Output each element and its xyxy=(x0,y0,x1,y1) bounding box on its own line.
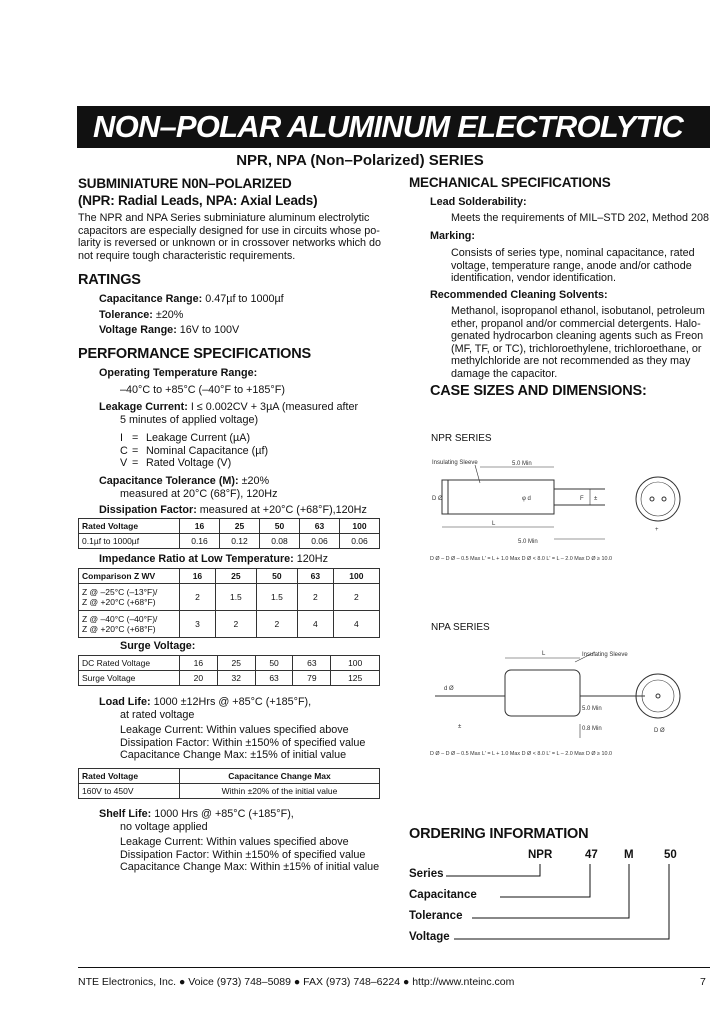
table-cell: Surge Voltage xyxy=(79,671,180,686)
table-cell: 125 xyxy=(331,671,380,686)
leakage-value-cont: 5 minutes of applied voltage) xyxy=(120,414,259,426)
table-cell: Rated Voltage xyxy=(79,519,180,534)
table-cell: 100 xyxy=(340,519,380,534)
table-cell: Rated Voltage xyxy=(79,769,180,784)
load-label: Load Life: xyxy=(99,696,151,708)
text-line: (MF, TF, or TC), trichloroethylene, trichloroethane, or xyxy=(451,342,702,355)
table-cell: 1.5 xyxy=(215,584,256,611)
table-cell: 0.12 xyxy=(220,534,260,549)
page-number: 7 xyxy=(700,976,706,988)
text-line: damage the capacitor. xyxy=(451,367,558,380)
npa-sleeve-label: Insulating Sleeve xyxy=(582,652,628,658)
leakage-label: Leakage Current: xyxy=(99,401,188,413)
rating-label: Tolerance: xyxy=(99,308,153,321)
table-cell: Capacitance Change Max xyxy=(180,769,380,784)
table-cell: 16 xyxy=(180,519,220,534)
legend-eq: = xyxy=(132,444,139,457)
table-row xyxy=(79,784,380,799)
order-code-series: NPR xyxy=(528,849,553,861)
series-title: NPR, NPA (Non–Polarized) SERIES xyxy=(236,152,484,169)
npr-phi-D-label: D Ø xyxy=(432,496,443,502)
table-row xyxy=(79,519,380,534)
shelf-life xyxy=(99,808,294,821)
table-cell: 50 xyxy=(255,656,293,671)
table-cell: 25 xyxy=(217,656,255,671)
npr-dimension-note: D Ø – D Ø – 0.5 Max L' = L + 1.0 Max D Ø < 8.0 L' = L – 2.0 Max D Ø ≥ 10.0 xyxy=(430,556,612,562)
npr-series-label: NPR SERIES xyxy=(431,433,492,444)
npa-series-label: NPA SERIES xyxy=(431,622,490,633)
load-life-details xyxy=(120,724,365,762)
ratings-list xyxy=(99,293,284,337)
table-cell: 50 xyxy=(260,519,300,534)
impedance-table xyxy=(78,568,380,638)
intro-line: The NPR and NPA Series subminiature aluminum electrolytic xyxy=(78,212,370,224)
legend-desc: Leakage Current (µA) xyxy=(146,432,251,444)
table-cell: 0.1µf to 1000µf xyxy=(79,534,180,549)
npa-end-inner xyxy=(642,680,674,712)
cleaning-label: Recommended Cleaning Solvents: xyxy=(430,289,608,301)
table-cell: 2 xyxy=(297,584,333,611)
table-cell: 0.06 xyxy=(300,534,340,549)
cell-line: Z @ –25°C (–13°F)/ xyxy=(82,587,158,597)
cap-tol-value-cont: measured at 20°C (68°F), 120Hz xyxy=(120,488,278,500)
ordering-heading: ORDERING INFORMATION xyxy=(409,826,589,842)
npr-drawing xyxy=(430,455,700,565)
npa-l-label: L xyxy=(542,651,546,657)
marking-text xyxy=(451,247,695,285)
table-cell: 2 xyxy=(180,584,216,611)
table-cell: 16 xyxy=(180,569,216,584)
page-title: NON–POLAR ALUMINUM ELECTROLYTIC xyxy=(77,106,710,148)
surge-label: Surge Voltage: xyxy=(120,640,196,652)
npa-pm-label: ± xyxy=(458,724,462,730)
rating-value: 16V to 100V xyxy=(179,324,240,337)
legend-desc: Rated Voltage (V) xyxy=(146,457,232,470)
order-label-capacitance: Capacitance xyxy=(409,889,477,901)
table-row xyxy=(79,584,380,611)
rating-value: ±20% xyxy=(155,308,184,321)
table-cell: 4 xyxy=(333,611,379,638)
npr-lead-dot xyxy=(662,497,666,501)
op-temp-value: –40°C to +85°C (–40°F to +185°F) xyxy=(120,384,285,396)
shelf-label: Shelf Life: xyxy=(99,808,152,820)
table-cell xyxy=(79,611,180,638)
npr-sleeve-label: Insulating Sleeve xyxy=(432,460,478,466)
rating-label: Capacitance Range: xyxy=(99,293,203,305)
text-line: Consists of series type, nominal capacitance, rated xyxy=(451,247,695,259)
text-line: methylchloride are not recommended as they may xyxy=(451,355,691,368)
legend-symbol: V xyxy=(120,457,128,470)
table-cell: 0.16 xyxy=(180,534,220,549)
cleaning-text xyxy=(451,305,705,381)
npa-drawing xyxy=(430,640,700,760)
capacitance-connector xyxy=(500,864,590,897)
npr-f-label: F xyxy=(580,496,584,502)
shelf-life-details xyxy=(120,836,379,874)
footer-rule xyxy=(78,967,710,968)
leakage-current xyxy=(99,401,358,414)
shelf-value-cont: no voltage applied xyxy=(120,821,208,833)
npa-dimension-note: D Ø – D Ø – 0.5 Max L' = L + 1.0 Max D Ø < 8.0 L' = L – 2.0 Max D Ø ≥ 10.0 xyxy=(430,751,612,757)
impedance-ratio xyxy=(99,553,328,566)
cap-tol-label: Capacitance Tolerance (M): xyxy=(99,475,239,487)
table-cell: 63 xyxy=(297,569,333,584)
table-row xyxy=(79,534,380,549)
table-cell: 3 xyxy=(180,611,216,638)
leakage-legend xyxy=(120,432,268,470)
table-cell: 0.08 xyxy=(260,534,300,549)
impedance-label: Impedance Ratio at Low Temperature: xyxy=(99,553,294,565)
legend-symbol: C xyxy=(120,444,128,457)
npa-min-label-2: 0.8 Min xyxy=(582,726,602,732)
npr-plus-label: + xyxy=(655,527,659,533)
mechanical-heading: MECHANICAL SPECIFICATIONS xyxy=(409,175,611,190)
rating-label: Voltage Range: xyxy=(99,324,177,337)
table-cell: 63 xyxy=(255,671,293,686)
npr-lead-dot xyxy=(650,497,654,501)
intro-paragraph xyxy=(78,212,398,262)
order-label-voltage: Voltage xyxy=(409,931,450,943)
performance-heading: PERFORMANCE SPECIFICATIONS xyxy=(78,346,311,362)
table-cell: 63 xyxy=(300,519,340,534)
order-code-voltage: 50 xyxy=(664,849,677,861)
rating-value: 0.47µf to 1000µf xyxy=(205,293,284,305)
dissipation-factor xyxy=(99,504,367,517)
marking-label: Marking: xyxy=(430,230,475,242)
table-cell: 79 xyxy=(293,671,331,686)
npr-min-label: 5.0 Min xyxy=(512,461,532,467)
table-cell: 16 xyxy=(180,656,218,671)
npa-phi-D-label: D Ø xyxy=(654,728,665,734)
table-row xyxy=(79,611,380,638)
npa-min-label: 5.0 Min xyxy=(582,706,602,712)
detail-line: Capacitance Change Max: ±15% of initial value xyxy=(120,749,347,762)
order-label-series: Series xyxy=(409,868,444,880)
table-cell: 2 xyxy=(333,584,379,611)
cap-tol-value: ±20% xyxy=(241,475,270,487)
text-line: Methanol, isopropanol ethanol, isobutanol, petroleum xyxy=(451,305,705,317)
table-cell: 20 xyxy=(180,671,218,686)
text-line: genated hydrocarbon cleaning agents such as Freon xyxy=(451,330,704,343)
diss-label: Dissipation Factor: xyxy=(99,504,197,516)
subminiature-heading: SUBMINIATURE N0N–POLARIZED xyxy=(78,176,292,191)
load-life xyxy=(99,696,311,709)
order-code-tolerance: M xyxy=(624,849,634,861)
table-row xyxy=(79,671,380,686)
legend-desc: Nominal Capacitance (µf) xyxy=(146,444,269,457)
detail-line: Dissipation Factor: Within ±150% of specified value xyxy=(120,736,366,749)
leads-heading: (NPR: Radial Leads, NPA: Axial Leads) xyxy=(78,193,318,208)
table-row xyxy=(79,769,380,784)
legend-eq: = xyxy=(132,432,139,444)
legend-symbol: I xyxy=(120,432,123,444)
ratings-heading: RATINGS xyxy=(78,272,141,288)
table-row xyxy=(79,569,380,584)
cell-line: Z @ +20°C (+68°F) xyxy=(82,597,156,607)
solderability-label: Lead Solderability: xyxy=(430,196,527,208)
table-cell: 50 xyxy=(256,569,297,584)
npr-end-view xyxy=(636,477,680,521)
npr-min-label-2: 5.0 Min xyxy=(518,539,538,545)
npr-pm-label: ± xyxy=(594,496,598,502)
load-value: 1000 ±12Hrs @ +85°C (+185°F), xyxy=(153,696,312,708)
table-row xyxy=(79,656,380,671)
capacitance-change-table xyxy=(78,768,380,799)
table-cell: 32 xyxy=(217,671,255,686)
table-cell: 0.06 xyxy=(340,534,380,549)
table-cell: 2 xyxy=(256,611,297,638)
dissipation-table xyxy=(78,518,380,549)
table-cell: 25 xyxy=(215,569,256,584)
detail-line: Dissipation Factor: Within ±150% of specified value xyxy=(120,848,366,861)
table-cell xyxy=(79,584,180,611)
detail-line: Leakage Current: Within values specified above xyxy=(120,836,349,848)
npr-body xyxy=(442,480,554,514)
npr-phi-d-label: φ d xyxy=(522,496,531,502)
intro-line: not require tough characteristic requirements. xyxy=(78,249,296,262)
intro-line: larity is reversed or unknown or in crossover networks which do xyxy=(78,237,382,250)
series-connector xyxy=(446,864,540,876)
order-label-tolerance: Tolerance xyxy=(409,910,463,922)
load-value-cont: at rated voltage xyxy=(120,709,195,721)
footer-contact: NTE Electronics, Inc. ● Voice (973) 748–5089 ● FAX (973) 748–6224 ● http://www.nteinc.com xyxy=(78,976,515,988)
detail-line: Leakage Current: Within values specified above xyxy=(120,724,349,736)
table-cell: 25 xyxy=(220,519,260,534)
cell-line: Z @ –40°C (–40°F)/ xyxy=(82,614,158,624)
order-code-capacitance: 47 xyxy=(585,849,598,861)
table-cell: Comparison Z WV xyxy=(79,569,180,584)
text-line: identification, vendor identification. xyxy=(451,272,617,285)
npa-body xyxy=(505,670,580,716)
detail-line: Capacitance Change Max: Within ±15% of initial value xyxy=(120,861,380,874)
text-line: voltage, temperature range, anode and/or cathode xyxy=(451,259,692,272)
table-cell: Within ±20% of the initial value xyxy=(180,784,380,799)
impedance-value: 120Hz xyxy=(296,553,329,565)
text-line: ether, propanol and/or commercial detergents. Halo- xyxy=(451,317,701,330)
leakage-value: I ≤ 0.002CV + 3µA (measured after xyxy=(190,401,359,413)
case-sizes-heading: CASE SIZES AND DIMENSIONS: xyxy=(430,383,647,399)
table-cell: DC Rated Voltage xyxy=(79,656,180,671)
op-temp-label: Operating Temperature Range: xyxy=(99,367,258,379)
capacitance-tolerance xyxy=(99,475,269,488)
intro-line: capacitors are especially designed for use in circuits whose po- xyxy=(78,224,380,237)
npr-end-inner xyxy=(641,482,675,516)
table-cell: 160V to 450V xyxy=(79,784,180,799)
table-cell: 63 xyxy=(293,656,331,671)
surge-table xyxy=(78,655,380,686)
tolerance-connector xyxy=(472,864,629,918)
table-cell: 100 xyxy=(331,656,380,671)
legend-eq: = xyxy=(132,457,139,470)
table-cell: 100 xyxy=(333,569,379,584)
table-cell: 4 xyxy=(297,611,333,638)
shelf-value: 1000 Hrs @ +85°C (+185°F), xyxy=(154,808,294,820)
voltage-connector xyxy=(454,864,669,939)
table-cell: 1.5 xyxy=(256,584,297,611)
table-cell: 2 xyxy=(215,611,256,638)
npr-l-label: L xyxy=(492,521,496,527)
npa-phi-d-label: d Ø xyxy=(444,686,454,692)
ordering-connector-lines xyxy=(440,862,680,944)
solderability-text: Meets the requirements of MIL–STD 202, Method 208 xyxy=(451,212,710,224)
diss-value: measured at +20°C (+68°F),120Hz xyxy=(199,504,367,516)
npa-lead-dot xyxy=(656,694,660,698)
cell-line: Z @ +20°C (+68°F) xyxy=(82,624,156,634)
